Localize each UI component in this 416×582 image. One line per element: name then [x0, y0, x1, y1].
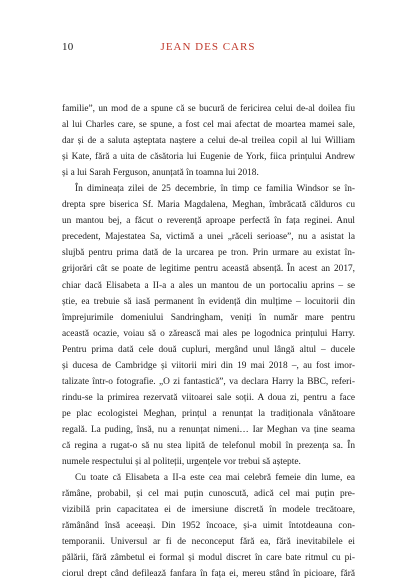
text-line: vizibilă prin capacitatea ei de imersiune discretă în modele trecătoare, — [62, 505, 355, 516]
body-text — [62, 101, 355, 582]
running-head: JEAN DES CARS — [160, 41, 256, 53]
text-line: și Kate, fără a uita de căsătoria lui Eugenie de York, fiica prințului Andrew — [62, 152, 355, 163]
text-line: precedent, Majestatea Sa, victimă a unei „răceli serioase”, nu a asistat la — [62, 232, 355, 243]
text-line: rămâne, probabil, și cel mai puțin cunoscută, adică cel mai puțin pre- — [62, 489, 355, 500]
text-line: că regina a rugat-o să nu stea lipită de telefonul mobil în prezența sa. În — [62, 440, 355, 451]
text-line: al lui Charles care, se spune, a fost cel mai afectat de moartea mamei sale, — [62, 120, 355, 131]
text-line: dar și de a saluta așteptata naștere a celui de-al treilea copil al lui William — [62, 136, 355, 147]
text-line: și a lui Sarah Ferguson, anunțată în toamna lui 2018. — [62, 168, 259, 179]
text-line: talizate într-o fotografie. „O zi fantastică”, va declara Harry la BBC, referi- — [62, 376, 355, 387]
text-line: grijorări cât se poate de legitime pentru această absență. În acest an 2017, — [62, 264, 355, 275]
text-line: temporanii. Universul ar fi de neconceput fără ea, fără inevitabilele ei — [62, 537, 355, 548]
text-line: chiar dacă Elisabeta a II-a a ales un mantou de un portocaliu aprins – se — [62, 280, 355, 291]
text-line: rămânând însă aceeași. Din 1952 încoace, și-a uimit întotdeauna con- — [62, 521, 355, 532]
text-line: regală. La puding, însă, nu a renunțat nimeni… Iar Meghan va ține seama — [62, 424, 355, 435]
text-line: numele respectului și al politeții, urgențele vor trebui să aștepte. — [62, 457, 301, 468]
text-line: slujbă pentru prima dată de la urcarea pe tron. Prin urmare au existat în- — [62, 248, 355, 259]
text-line: În dimineața zilei de 25 decembrie, în timp ce familia Windsor se în- — [75, 184, 355, 195]
text-line: drepta spre biserica Sf. Maria Magdalena, Meghan, îmbrăcată călduros cu — [62, 200, 355, 211]
text-line: această ocazie, voiau să o zărească mai ales pe logodnica prințului Harry. — [62, 328, 355, 339]
text-line: pe plac ecologistei Meghan, prințul a renunțat la tradiționala vânătoare — [62, 408, 355, 419]
text-line: Pentru prima dată cele două cupluri, mergând unul lângă altul – ducele — [62, 344, 355, 355]
page-number: 10 — [62, 41, 74, 53]
text-line: rindu-se la primirea rezervată viitoarei sale soții. A doua zi, pentru a face — [62, 392, 355, 403]
text-line: Cu toate că Elisabeta a II-a este cea mai celebră femeie din lume, ea — [75, 473, 355, 484]
text-line: familie”, un mod de a spune că se bucură de fericirea celui de-al doilea fiu — [62, 104, 355, 114]
text-line: și ducesa de Cambridge și viitorii miri din 19 mai 2018 –, au fost imor- — [62, 360, 355, 371]
text-line: un mantou bej, a făcut o reverență aproape perfectă în fața reginei. Anul — [62, 216, 355, 227]
text-line: ciorul drept când defilează fanfara în fața ei, mereu stând în picioare, fără — [62, 569, 355, 580]
text-line: împrejurimile domeniului Sandringham, veniți în număr mare pentru — [62, 312, 355, 323]
text-line: știe, ea trebuie să iasă permanent în evidență din mulțime – locuitorii din — [62, 296, 355, 307]
text-line: pălării, fără zâmbetul ei formal și modul discret în care bate ritmul cu pi- — [62, 553, 355, 564]
